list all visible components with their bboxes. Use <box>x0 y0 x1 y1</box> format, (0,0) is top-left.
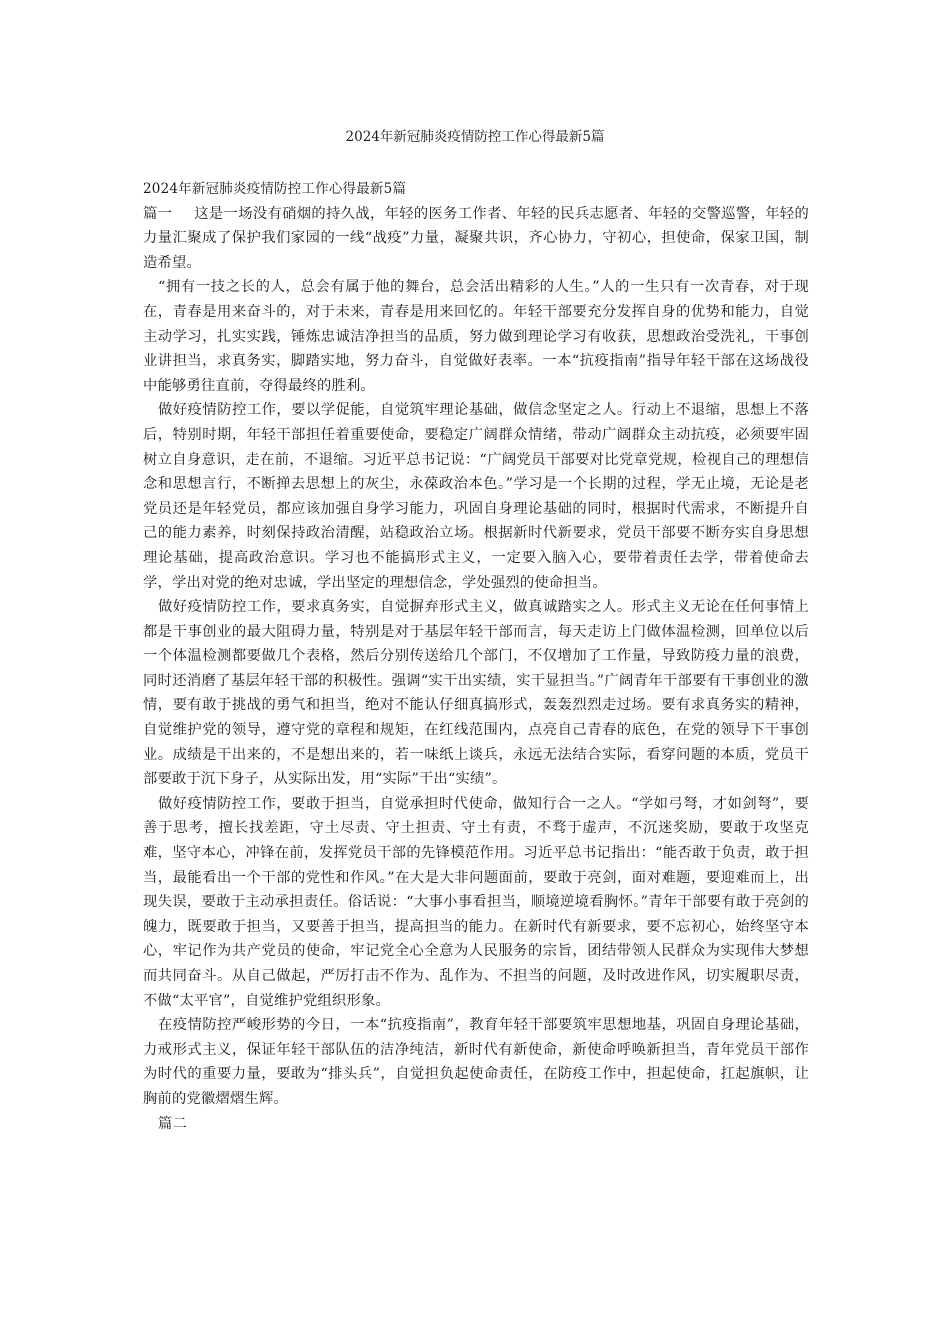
document-subtitle: 2024年新冠肺炎疫情防控工作心得最新5篇 <box>143 181 407 197</box>
body-paragraph: “拥有一技之长的人，总会有属于他的舞台，总会活出精彩的人生。”人的一生只有一次青春，对于现在，青春是用来奋斗的，对于未来，青春是用来回忆的。年轻干部要充分发挥自身的优势和能力，自觉主动学习，扎实实践，锤炼忠诚洁净担当的品质，努力做到理论学习有收获，思想政治受洗礼，干事创业讲担当，求真务实，脚踏实地，努力奋斗，自觉做好表率。一本“抗疫指南”指导年轻干部在这场战役中能够勇往直前，夺得最终的胜利。 <box>143 279 809 394</box>
part-two-label: 篇二 <box>158 1115 187 1132</box>
part-one-intro <box>143 202 809 276</box>
document-title: 2024年新冠肺炎疫情防控工作心得最新5篇 <box>345 129 605 145</box>
part-one-intro-text: 这是一场没有硝烟的持久战，年轻的医务工作者、年轻的民兵志愿者、年轻的交警巡警，年轻的力量汇聚成了保护我们家园的一线“战疫”力量，凝聚共识，齐心协力，守初心，担使命，保家卫国，制造希望。 <box>143 205 809 271</box>
body-paragraph: 做好疫情防控工作，要以学促能，自觉筑牢理论基础，做信念坚定之人。行动上不退缩，思想上不落后，特别时期，年轻干部担任着重要使命，要稳定广阔群众情绪，带动广阔群众主动抗疫，必须要牢固树立自身意识，走在前，不退缩。习近平总书记说：“广阔党员干部要对比党章党规，检视自己的理想信念和思想言行，不断掸去思想上的灰尘，永葆政治本色。”学习是一个长期的过程，学无止境，无论是老党员还是年轻党员，都应该加强自身学习能力，巩固自身理论基础的同时，根据时代需求，不断提升自己的能力素养，时刻保持政治清醒，站稳政治立场。根据新时代新要求，党员干部要不断夯实自身思想理论基础，提高政治意识。学习也不能搞形式主义，一定要入脑入心，要带着责任去学，带着使命去学，学出对党的绝对忠诚，学出坚定的理想信念，学处强烈的使命担当。 <box>143 402 809 591</box>
document-body <box>143 177 809 1136</box>
body-paragraph: 做好疫情防控工作，要求真务实，自觉摒弃形式主义，做真诚踏实之人。形式主义无论在任何事情上都是干事创业的最大阻碍力量，特别是对于基层年轻干部而言，每天走访上门做体温检测，回单位以后一个体温检测都要做几个表格，然后分别传送给几个部门，不仅增加了工作量，导致防疫力量的浪费，同时还消磨了基层年轻干部的积极性。强调“实干出实绩，实干显担当。”广阔青年干部要有干事创业的激情，要有敢于挑战的勇气和担当，绝对不能认仔细真搞形式，轰轰烈烈走过场。要有求真务实的精神，自觉维护党的领导，遵守党的章程和规矩，在红线范围内，点亮自己青春的底色，在党的领导下干事创业。成绩是干出来的，不是想出来的，若一味纸上谈兵，永远无法结合实际，看穿问题的本质，党员干部要敢于沉下身子，从实际出发，用“实际”干出“实绩”。 <box>143 599 809 788</box>
body-paragraph: 做好疫情防控工作，要敢于担当，自觉承担时代使命，做知行合一之人。“学如弓弩，才如剑弩”，要善于思考，擅长找差距，守土尽责、守土担责、守土有责，不骛于虚声，不沉迷奖励，要敢于攻坚克难，坚守本心，冲锋在前，发挥党员干部的先锋模范作用。习近平总书记指出：“能否敢于负责，敢于担当，最能看出一个干部的党性和作风。”在大是大非问题面前，要敢于亮剑，面对难题，要迎难而上，出现失误，要敢于主动承担责任。俗话说：“大事小事看担当，顺境逆境看胸怀。”青年干部要有敢于亮剑的魄力，既要敢于担当，又要善于担当，提高担当的能力。在新时代有新要求，要不忘初心，始终坚守本心，牢记作为共产党员的使命，牢记党全心全意为人民服务的宗旨，团结带领人民群众为实现伟大梦想而共同奋斗。从自己做起，严厉打击不作为、乱作为、不担当的问题，及时改进作风，切实履职尽责，不做“太平官”，自觉维护党组织形象。 <box>143 795 809 1009</box>
body-paragraph: 在疫情防控严峻形势的今日，一本“抗疫指南”，教育年轻干部要筑牢思想地基，巩固自身理论基础，力戒形式主义，保证年轻干部队伍的洁净纯洁，新时代有新使命，新使命呼唤新担当，青年党员干部作为时代的重要力量，要敢为“排头兵”，自觉担负起使命责任，在防疫工作中，担起使命，扛起旗帜，让胸前的党徽熠熠生辉。 <box>143 1017 809 1107</box>
part-one-label: 篇一 <box>143 205 173 222</box>
